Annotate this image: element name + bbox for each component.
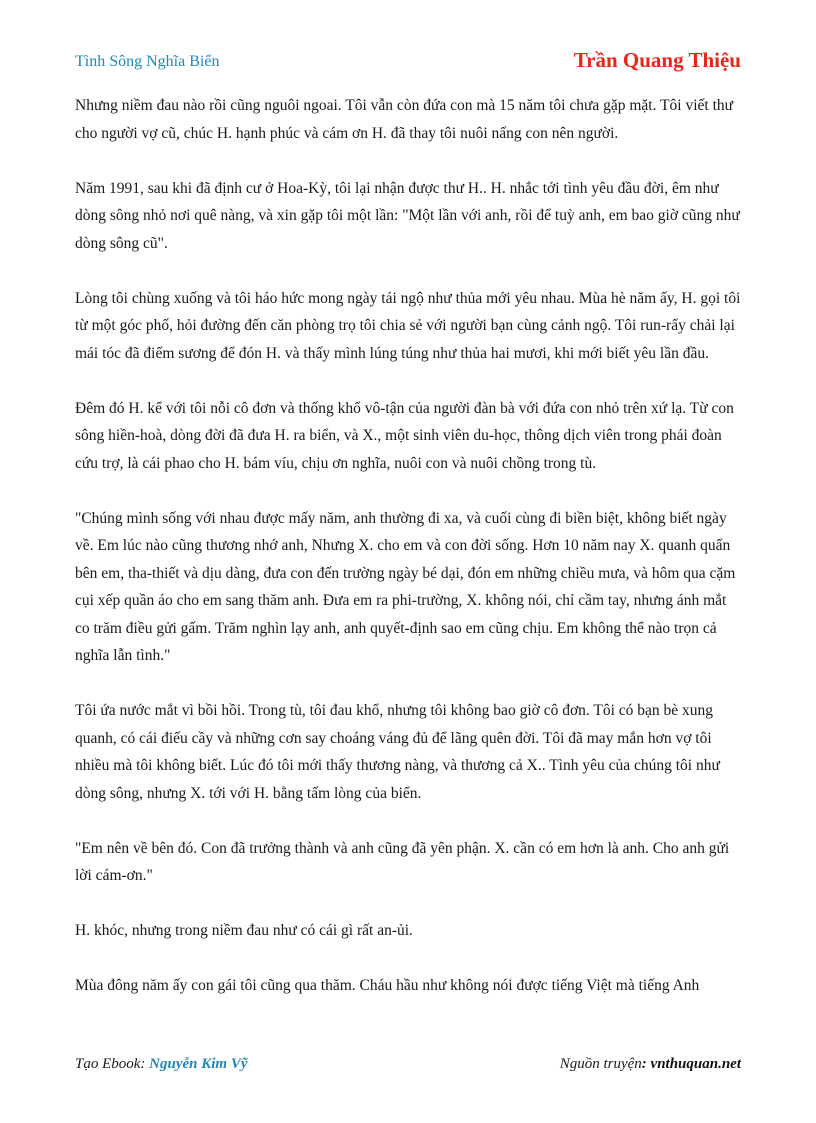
source-site-name[interactable]: vnthuquan.net xyxy=(650,1056,741,1072)
page-footer xyxy=(75,1056,741,1078)
paragraph: Mùa đông năm ấy con gái tôi cũng qua thăm. Cháu hầu như không nói được tiếng Việt mà tiếng Anh xyxy=(75,977,700,994)
page-body xyxy=(75,92,743,1000)
source-credit xyxy=(560,1056,741,1073)
paragraph: "Em nên về bên đó. Con đã trưởng thành và anh cũng đã yên phận. X. cần có em hơn là anh. Cho anh gửi lời cám-ơn." xyxy=(75,839,730,884)
paragraph: "Chúng mình sống với nhau được mấy năm, anh thường đi xa, và cuối cùng đi biền biệt, không biết ngày về. Em lúc nào cũng thương nhớ anh, Nhưng X. cho em và con đời sống. Hơn 10 năm nay X. quanh quẩn bên em, tha-thiết và dịu dàng, đưa con đến trường ngày bé dại, đón em những chiều mưa, và hôm qua cặm cụi xếp quần áo cho em sang thăm anh. Đưa em ra phi-trường, X. không nói, chỉ cầm tay, nhưng ánh mắt co trăm điều gửi gấm. Trăm nghìn lạy anh, anh quyết-định sao em cũng chịu. Em không thể nào trọn cả nghĩa lẫn tình." xyxy=(75,509,736,664)
ebook-creator-name: Nguyễn Kim Vỹ xyxy=(149,1056,248,1072)
book-title: Tình Sông Nghĩa Biển xyxy=(75,53,220,70)
paragraph: Lòng tôi chùng xuống và tôi háo hức mong ngày tái ngộ như thủa mới yêu nhau. Mùa hè năm ấy, H. gọi tôi từ một góc phố, hỏi đường đến căn phòng trọ tôi chia sẻ với người bạn cùng cảnh ngộ. Tôi run-rẩy chải lại mái tóc đã điểm sương để đón H. và thấy mình lúng túng như thủa hai mươi, khi mới biết yêu lần đầu. xyxy=(75,289,741,362)
paragraph: H. khóc, nhưng trong niềm đau như có cái gì rất an-ủi. xyxy=(75,922,413,939)
paragraph: Nhưng niềm đau nào rồi cũng nguôi ngoai. Tôi vẫn còn đứa con mà 15 năm tôi chưa gặp mặt. Tôi viết thư cho người vợ cũ, chúc H. hạnh phúc và cám ơn H. đã thay tôi nuôi nấng con nên người. xyxy=(75,97,734,142)
ebook-credit xyxy=(75,1056,248,1073)
paragraph: Năm 1991, sau khi đã định cư ở Hoa-Kỳ, tôi lại nhận được thư H.. H. nhắc tới tình yêu đầu đời, êm như dòng sông nhỏ nơi quê nàng, và xin gặp tôi một lần: "Một lần với anh, rồi để tuỳ anh, em bao giờ cũng như dòng sông cũ". xyxy=(75,179,740,252)
ebook-separator: : xyxy=(140,1056,150,1072)
author-name: Trần Quang Thiệu xyxy=(573,48,741,72)
paragraph: Tôi ứa nước mắt vì bồi hồi. Trong tù, tôi đau khổ, nhưng tôi không bao giờ cô đơn. Tôi có bạn bè xung quanh, có cái điếu cầy và những cơn say choáng váng đủ để lãng quên đời. Tôi đã may mắn hơn vợ tôi nhiều mà tôi không biết. Lúc đó tôi mới thấy thương nàng, và thương cả X.. Tình yêu của chúng tôi như dòng sông, nhưng X. tới với H. bằng tấm lòng của biển. xyxy=(75,702,720,802)
page-header xyxy=(75,48,741,78)
source-label: Nguồn truyện xyxy=(559,1056,642,1072)
paragraph: Đêm đó H. kể với tôi nỗi cô đơn và thống khổ vô-tận của người đàn bà với đứa con nhỏ trên xứ lạ. Từ con sông hiền-hoà, dòng đời đã đưa H. ra biển, và X., một sinh viên du-học, thông dịch viên trong phái đoàn cứu trợ, là cái phao cho H. bám víu, chịu ơn nghĩa, nuôi con và nuôi chồng trong tù. xyxy=(75,399,734,472)
ebook-label: Tạo Ebook xyxy=(75,1056,141,1072)
source-separator: : xyxy=(641,1056,651,1072)
